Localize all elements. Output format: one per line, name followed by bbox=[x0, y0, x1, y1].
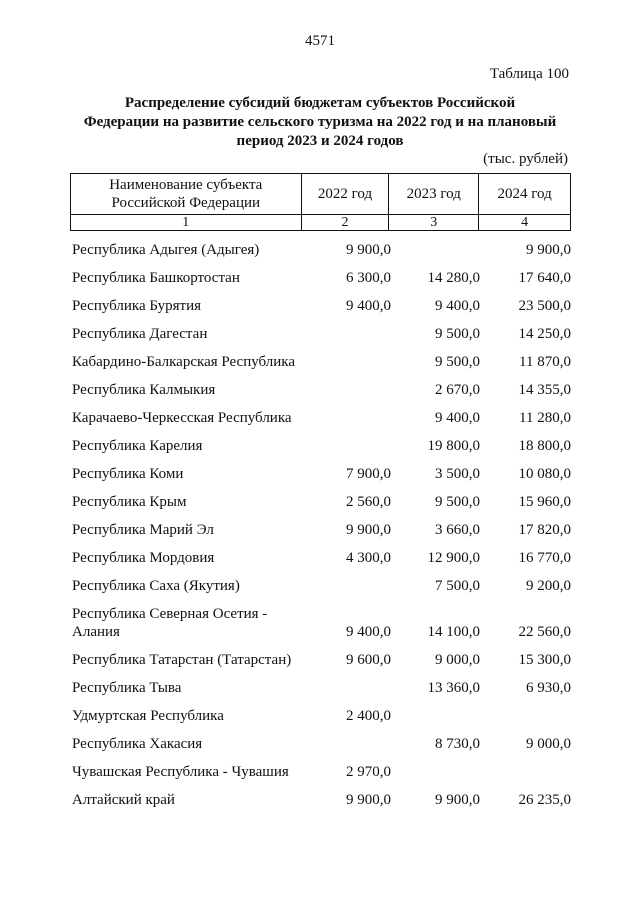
value-2023: 9 500,0 bbox=[435, 494, 480, 510]
region-name: Республика Татарстан (Татарстан) bbox=[72, 652, 292, 668]
region-name: Алтайский край bbox=[72, 792, 175, 808]
value-2023: 9 900,0 bbox=[435, 792, 480, 808]
value-2022: 9 600,0 bbox=[346, 652, 391, 668]
value-2022: 9 400,0 bbox=[346, 298, 391, 314]
value-2023: 3 660,0 bbox=[435, 522, 480, 538]
header-2022: 2022 год bbox=[301, 174, 389, 215]
table-row bbox=[70, 516, 571, 544]
value-2022: 9 900,0 bbox=[346, 522, 391, 538]
value-2023: 19 800,0 bbox=[427, 438, 480, 454]
value-2024: 16 770,0 bbox=[518, 550, 571, 566]
value-2023: 2 670,0 bbox=[435, 382, 480, 398]
header-num-2: 2 bbox=[301, 215, 389, 231]
header-num-4: 4 bbox=[479, 215, 571, 231]
value-2023: 13 360,0 bbox=[427, 680, 480, 696]
table-row bbox=[70, 674, 571, 702]
value-2024: 10 080,0 bbox=[518, 466, 571, 482]
region-name: Республика Бурятия bbox=[72, 298, 202, 314]
value-2023: 7 500,0 bbox=[435, 578, 480, 594]
region-name: Республика Адыгея (Адыгея) bbox=[72, 242, 260, 258]
table-body bbox=[70, 236, 571, 814]
table-row bbox=[70, 236, 571, 264]
header-name-line: Наименование субъекта bbox=[109, 177, 263, 193]
table-row bbox=[70, 702, 571, 730]
header-number-row bbox=[71, 215, 571, 231]
value-2023: 8 730,0 bbox=[435, 736, 480, 752]
table-row bbox=[70, 348, 571, 376]
title-line: период 2023 и 2024 годов bbox=[236, 133, 404, 149]
value-2022: 9 400,0 bbox=[346, 624, 391, 640]
title-line: Распределение субсидий бюджетам субъектов Российской bbox=[124, 95, 516, 111]
table-row bbox=[70, 292, 571, 320]
value-2024: 23 500,0 bbox=[518, 298, 571, 314]
value-2024: 15 960,0 bbox=[518, 494, 571, 510]
region-name: Республика Башкортостан bbox=[72, 270, 240, 286]
value-2022: 2 970,0 bbox=[346, 764, 391, 780]
units-label: (тыс. рублей) bbox=[483, 151, 568, 167]
value-2024: 11 280,0 bbox=[519, 410, 571, 426]
table-row bbox=[70, 432, 571, 460]
value-2024: 9 000,0 bbox=[526, 736, 571, 752]
table-row bbox=[70, 404, 571, 432]
value-2024: 14 355,0 bbox=[518, 382, 571, 398]
document-title bbox=[70, 94, 570, 151]
value-2022: 2 400,0 bbox=[346, 708, 391, 724]
region-name: Чувашская Республика - Чувашия bbox=[72, 764, 289, 780]
value-2022: 7 900,0 bbox=[346, 466, 391, 482]
table-row bbox=[70, 646, 571, 674]
region-name: Республика Тыва bbox=[72, 680, 182, 696]
value-2023: 14 100,0 bbox=[427, 624, 480, 640]
value-2023: 14 280,0 bbox=[427, 270, 480, 286]
region-name: Республика Крым bbox=[72, 494, 187, 510]
table-row bbox=[70, 376, 571, 404]
value-2022: 9 900,0 bbox=[346, 792, 391, 808]
value-2023: 12 900,0 bbox=[427, 550, 480, 566]
table-row bbox=[70, 758, 571, 786]
value-2023: 9 000,0 bbox=[435, 652, 480, 668]
value-2022: 2 560,0 bbox=[346, 494, 391, 510]
table-row bbox=[70, 572, 571, 600]
header-2023: 2023 год bbox=[389, 174, 479, 215]
table-row bbox=[70, 544, 571, 572]
table-row bbox=[70, 320, 571, 348]
region-name: Республика Коми bbox=[72, 466, 184, 482]
table-row bbox=[70, 730, 571, 758]
value-2024: 18 800,0 bbox=[518, 438, 571, 454]
region-name: Республика Карелия bbox=[72, 438, 203, 454]
value-2022: 4 300,0 bbox=[346, 550, 391, 566]
value-2023: 3 500,0 bbox=[435, 466, 480, 482]
table-row bbox=[70, 460, 571, 488]
header-num-3: 3 bbox=[389, 215, 479, 231]
title-line: Федерации на развитие сельского туризма на 2022 год и на плановый bbox=[83, 114, 557, 130]
value-2024: 9 900,0 bbox=[526, 242, 571, 258]
header-2024: 2024 год bbox=[479, 174, 571, 215]
value-2023: 9 400,0 bbox=[435, 410, 480, 426]
value-2024: 11 870,0 bbox=[519, 354, 571, 370]
table-header bbox=[70, 173, 571, 231]
region-name: Республика Калмыкия bbox=[72, 382, 216, 398]
value-2023: 9 500,0 bbox=[435, 326, 480, 342]
region-name: Республика Марий Эл bbox=[72, 522, 214, 538]
region-name: Республика Саха (Якутия) bbox=[72, 578, 240, 594]
value-2023: 9 400,0 bbox=[435, 298, 480, 314]
table-label: Таблица 100 bbox=[489, 66, 569, 82]
value-2024: 15 300,0 bbox=[518, 652, 571, 668]
header-name-column bbox=[71, 174, 302, 215]
value-2022: 6 300,0 bbox=[346, 270, 391, 286]
table-row bbox=[70, 786, 571, 814]
value-2024: 6 930,0 bbox=[526, 680, 571, 696]
value-2024: 9 200,0 bbox=[526, 578, 571, 594]
table-row bbox=[70, 600, 571, 646]
region-name: Удмуртская Республика bbox=[72, 708, 224, 724]
value-2024: 14 250,0 bbox=[518, 326, 571, 342]
region-name: Республика Северная Осетия - Алания bbox=[72, 606, 268, 640]
region-name: Республика Мордовия bbox=[72, 550, 215, 566]
region-name: Карачаево-Черкесская Республика bbox=[72, 410, 292, 426]
value-2023: 9 500,0 bbox=[435, 354, 480, 370]
region-name: Республика Хакасия bbox=[72, 736, 203, 752]
header-num-1: 1 bbox=[71, 215, 302, 231]
header-name-line: Российской Федерации bbox=[111, 195, 261, 211]
value-2024: 17 640,0 bbox=[518, 270, 571, 286]
value-2024: 17 820,0 bbox=[518, 522, 571, 538]
header-row bbox=[71, 174, 571, 215]
region-name: Республика Дагестан bbox=[72, 326, 208, 342]
table-row bbox=[70, 264, 571, 292]
region-name: Кабардино-Балкарская Республика bbox=[72, 354, 296, 370]
value-2024: 26 235,0 bbox=[518, 792, 571, 808]
page-number: 4571 bbox=[305, 33, 335, 49]
value-2022: 9 900,0 bbox=[346, 242, 391, 258]
value-2024: 22 560,0 bbox=[518, 624, 571, 640]
table-row bbox=[70, 488, 571, 516]
